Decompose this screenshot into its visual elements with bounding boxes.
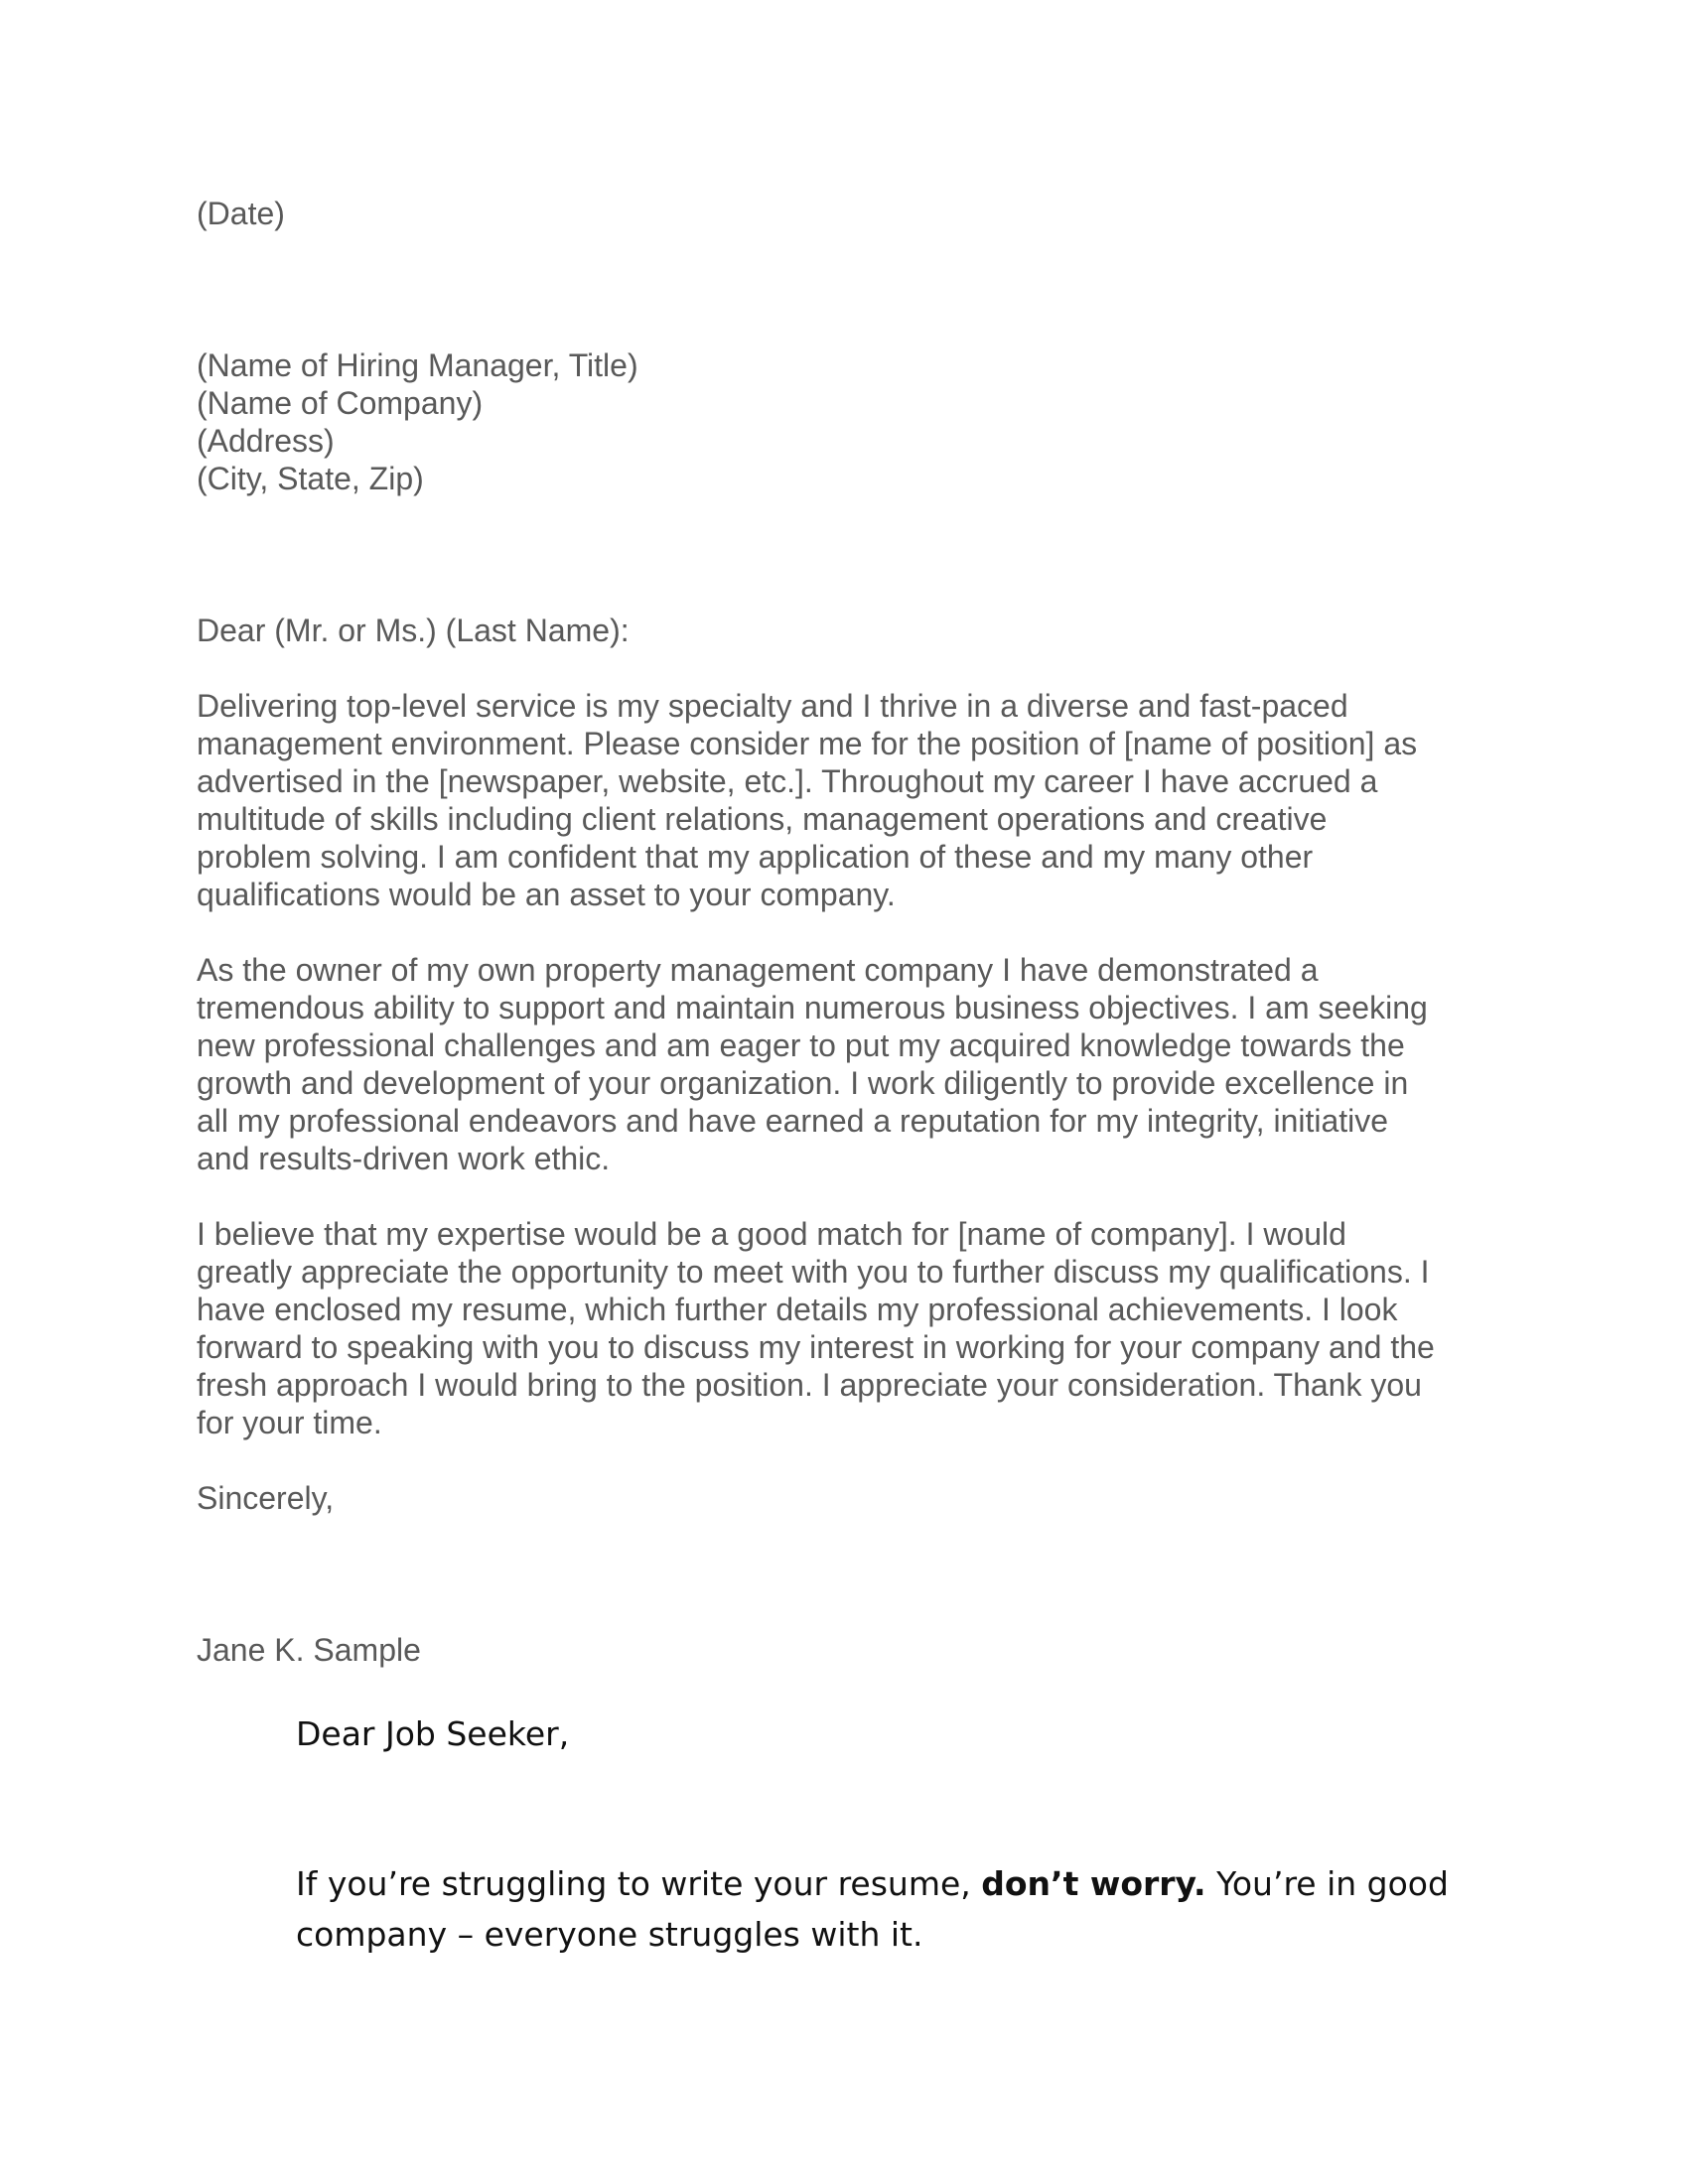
note-emphasis: don’t worry. xyxy=(981,1864,1206,1903)
paragraph-line: qualifications would be an asset to your company. xyxy=(197,877,896,912)
paragraph-line: for your time. xyxy=(197,1405,382,1440)
note-greeting: Dear Job Seeker, xyxy=(296,1714,570,1753)
paragraph-line: advertised in the [newspaper, website, etc.]. Throughout my career I have accrued a xyxy=(197,763,1378,799)
body-paragraph-3 xyxy=(197,1215,1507,1441)
paragraph-line: I believe that my expertise would be a good match for [name of company]. I would xyxy=(197,1216,1346,1252)
body-paragraph-1 xyxy=(197,687,1507,913)
note-text: If you’re struggling to write your resume, xyxy=(296,1864,971,1903)
paragraph-line: management environment. Please consider me for the position of [name of position] as xyxy=(197,726,1418,761)
date-line: (Date) xyxy=(197,196,285,231)
paragraph-line: greatly appreciate the opportunity to meet with you to further discuss my qualifications. I xyxy=(197,1254,1430,1290)
paragraph-line: Delivering top-level service is my specialty and I thrive in a diverse and fast-paced xyxy=(197,688,1348,724)
paragraph-line: problem solving. I am confident that my application of these and my many other xyxy=(197,839,1314,875)
cover-letter xyxy=(197,195,1507,1669)
paragraph-line: fresh approach I would bring to the position. I appreciate your consideration. Thank you xyxy=(197,1367,1422,1403)
body-paragraph-2 xyxy=(197,951,1507,1177)
paragraph-line: growth and development of your organization. I work diligently to provide excellence in xyxy=(197,1065,1409,1101)
recipient-city-state-zip: (City, State, Zip) xyxy=(197,461,424,496)
paragraph-line: and results-driven work ethic. xyxy=(197,1141,611,1176)
paragraph-line: tremendous ability to support and maintain numerous business objectives. I am seeking xyxy=(197,990,1428,1025)
recipient-address: (Address) xyxy=(197,423,335,459)
note-body xyxy=(296,1858,1487,1960)
signature-name: Jane K. Sample xyxy=(197,1632,421,1668)
note-text: company – everyone struggles with it. xyxy=(296,1915,923,1954)
salutation: Dear (Mr. or Ms.) (Last Name): xyxy=(197,613,630,648)
paragraph-line: forward to speaking with you to discuss my interest in working for your company and the xyxy=(197,1329,1435,1365)
note-text: You’re in good xyxy=(1216,1864,1449,1903)
recipient-company: (Name of Company) xyxy=(197,385,484,421)
recipient-address-block xyxy=(197,346,1507,497)
job-seeker-note xyxy=(296,1709,1487,1960)
closing: Sincerely, xyxy=(197,1480,335,1516)
paragraph-line: multitude of skills including client relations, management operations and creative xyxy=(197,801,1328,837)
paragraph-line: all my professional endeavors and have earned a reputation for my integrity, initiative xyxy=(197,1103,1389,1139)
paragraph-line: have enclosed my resume, which further details my professional achievements. I look xyxy=(197,1292,1398,1327)
paragraph-line: new professional challenges and am eager to put my acquired knowledge towards the xyxy=(197,1027,1405,1063)
paragraph-line: As the owner of my own property management company I have demonstrated a xyxy=(197,952,1319,988)
recipient-name-title: (Name of Hiring Manager, Title) xyxy=(197,347,638,383)
